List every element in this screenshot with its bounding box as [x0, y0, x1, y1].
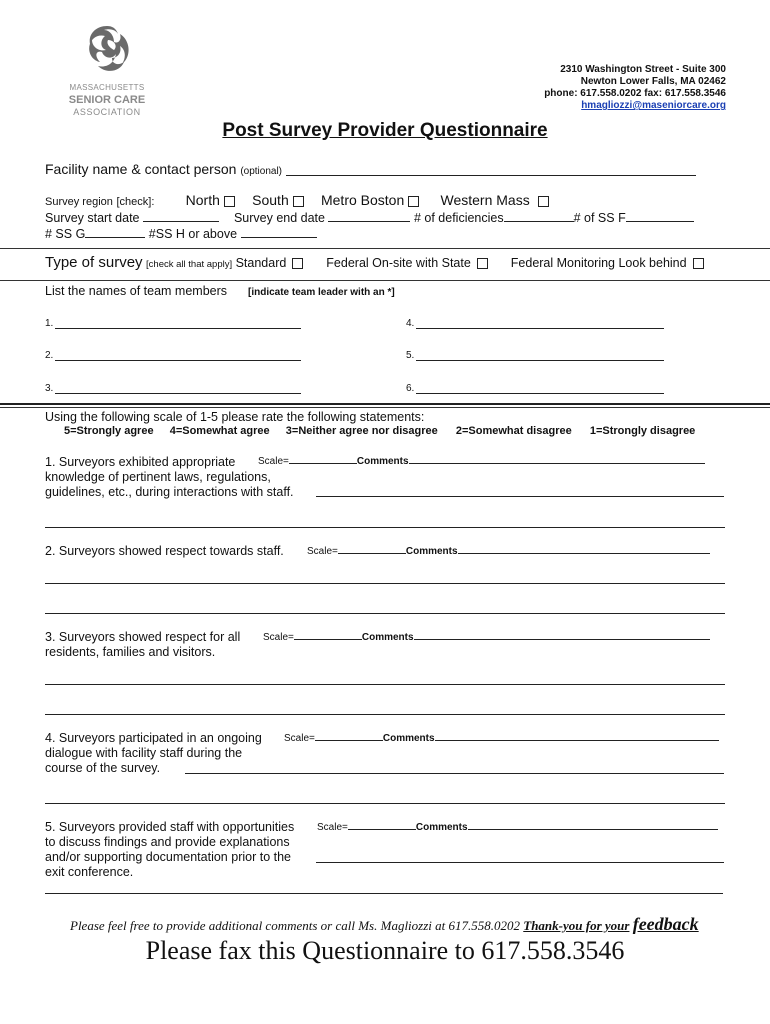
divider-1: [0, 248, 770, 249]
q4-comments-field[interactable]: [435, 740, 719, 741]
question-5: [45, 820, 294, 880]
address-line-2: Newton Lower Falls, MA 02462: [580, 76, 726, 87]
q1-comments-label: Comments: [356, 456, 409, 467]
team-field-3[interactable]: [55, 393, 301, 394]
region-label: Survey region: [45, 196, 113, 208]
q2-comments-field[interactable]: [458, 553, 710, 554]
question-3-line-2: residents, families and visitors.: [45, 645, 216, 659]
team-label: List the names of team members: [45, 284, 228, 298]
type-monitoring-checkbox[interactable]: [693, 258, 704, 269]
facility-field[interactable]: [286, 175, 696, 176]
region-western-checkbox[interactable]: [538, 196, 549, 207]
divider-3b: [0, 407, 770, 408]
team-field-6[interactable]: [416, 393, 664, 394]
facility-row: [45, 161, 282, 177]
end-date-label: Survey end date: [233, 211, 325, 225]
q3-comments-label: Comments: [361, 632, 414, 643]
q1-scale-field[interactable]: [289, 463, 357, 464]
type-monitoring-label: Federal Monitoring Look behind: [510, 256, 687, 270]
q1-comments-field[interactable]: [409, 463, 705, 464]
scale-intro: Using the following scale of 1-5 please rate the following statements:: [45, 410, 425, 424]
scale-1: 1=Strongly disagree: [589, 425, 696, 437]
logo-line-1: MASSACHUSETTS: [69, 83, 145, 92]
fax-instruction: Please fax this Questionnaire to 617.558.3546: [145, 936, 625, 965]
question-2-scale-row: [307, 546, 710, 557]
question-1-line-3: guidelines, etc., during interactions with staff.: [45, 485, 294, 499]
logo: [52, 22, 162, 118]
deficiencies-label: # of deficiencies: [413, 211, 504, 225]
type-standard-label: Standard: [235, 256, 287, 270]
question-3: [45, 630, 240, 660]
scale-5: 5=Strongly agree: [64, 425, 154, 437]
ssh-field[interactable]: [241, 237, 317, 238]
question-1-scale-row: [258, 456, 705, 467]
question-5-scale-row: [317, 822, 718, 833]
region-south-checkbox[interactable]: [293, 196, 304, 207]
q5-comments-label: Comments: [415, 822, 468, 833]
question-2-line-1: 2. Surveyors showed respect towards staff.: [45, 544, 284, 558]
question-5-line-3: and/or supporting documentation prior to the: [45, 850, 291, 864]
dates-row: [45, 211, 694, 225]
team-num-1: 1.: [45, 318, 54, 329]
scale-2: 2=Somewhat disagree: [455, 425, 572, 437]
ssh-label: #SS H or above: [148, 227, 238, 241]
question-3-scale-row: [263, 632, 710, 643]
type-federal-checkbox[interactable]: [477, 258, 488, 269]
team-num-4: 4.: [406, 318, 415, 329]
region-western-label: Western Mass: [440, 192, 530, 208]
q3-scale-label: Scale=: [263, 632, 294, 643]
type-row: [45, 254, 704, 271]
question-5-line-1: 5. Surveyors provided staff with opportunities: [45, 820, 295, 834]
q2-comments-label: Comments: [405, 546, 458, 557]
q5-scale-field[interactable]: [348, 829, 416, 830]
ssg-label: # SS G: [45, 227, 86, 241]
q3-scale-field[interactable]: [294, 639, 362, 640]
region-row: [45, 192, 549, 208]
start-date-field[interactable]: [143, 221, 219, 222]
question-1: [45, 455, 294, 500]
region-north-label: North: [185, 192, 220, 208]
question-5-line-2: to discuss findings and provide explanations: [45, 835, 290, 849]
team-field-2[interactable]: [55, 360, 301, 361]
team-row: [45, 284, 395, 298]
question-4-line-1: 4. Surveyors participated in an ongoing: [45, 731, 262, 745]
dates-row-2: [45, 227, 317, 241]
scale-4: 4=Somewhat agree: [169, 425, 270, 437]
q4-comment-line-3[interactable]: [45, 803, 725, 804]
type-federal-label: Federal On-site with State: [326, 256, 471, 270]
q3-comment-line-2[interactable]: [45, 684, 725, 685]
deficiencies-field[interactable]: [504, 221, 574, 222]
team-field-1[interactable]: [55, 328, 301, 329]
type-standard-checkbox[interactable]: [292, 258, 303, 269]
q5-comment-line-3[interactable]: [45, 893, 723, 894]
end-date-field[interactable]: [328, 221, 410, 222]
q3-comments-field[interactable]: [414, 639, 710, 640]
region-north-checkbox[interactable]: [224, 196, 235, 207]
question-3-line-1: 3. Surveyors showed respect for all: [45, 630, 241, 644]
logo-line-2: SENIOR CARE: [68, 94, 146, 106]
scale-legend: [64, 425, 695, 437]
q5-scale-label: Scale=: [317, 822, 348, 833]
q2-scale-label: Scale=: [307, 546, 338, 557]
question-4-line-2: dialogue with facility staff during the: [45, 746, 243, 760]
question-1-line-1: 1. Surveyors exhibited appropriate: [45, 455, 236, 469]
q1-comment-line-2[interactable]: [316, 496, 724, 497]
type-label: Type of survey: [45, 254, 143, 271]
q3-comment-line-3[interactable]: [45, 714, 725, 715]
footer-note-row: [70, 914, 699, 935]
ssg-field[interactable]: [85, 237, 145, 238]
ssf-field[interactable]: [626, 221, 694, 222]
region-metro-label: Metro Boston: [320, 192, 405, 208]
region-metro-checkbox[interactable]: [408, 196, 419, 207]
footer-feedback: feedback: [632, 914, 699, 934]
q1-scale-label: Scale=: [258, 456, 289, 467]
q4-comments-label: Comments: [382, 733, 435, 744]
q5-comment-line-2[interactable]: [316, 862, 724, 863]
q4-scale-field[interactable]: [315, 740, 383, 741]
team-num-2: 2.: [45, 350, 54, 361]
question-1-line-2: knowledge of pertinent laws, regulations,: [45, 470, 271, 484]
team-hint: [indicate team leader with an *]: [248, 287, 395, 298]
q2-scale-field[interactable]: [338, 553, 406, 554]
team-num-3: 3.: [45, 383, 54, 394]
question-2: [45, 544, 284, 559]
q5-comments-field[interactable]: [468, 829, 718, 830]
facility-label: Facility name & contact person: [45, 161, 237, 177]
team-num-6: 6.: [406, 383, 415, 394]
logo-line-3: ASSOCIATION: [73, 107, 141, 117]
divider-3: [0, 403, 770, 405]
footer-note: Please feel free to provide additional comments or call Ms. Magliozzi at 617.558.0202: [70, 918, 521, 933]
q2-comment-line-3[interactable]: [45, 613, 725, 614]
type-hint: [check all that apply]: [146, 259, 233, 270]
address-line-3: phone: 617.558.0202 fax: 617.558.3546: [544, 88, 726, 99]
question-5-line-4: exit conference.: [45, 865, 134, 879]
team-num-5: 5.: [406, 350, 415, 361]
team-field-4[interactable]: [416, 328, 664, 329]
q4-comment-line-2[interactable]: [185, 773, 724, 774]
logo-mark-icon: [78, 22, 136, 80]
facility-optional: (optional): [240, 166, 283, 177]
start-date-label: Survey start date: [45, 211, 140, 225]
scale-3: 3=Neither agree nor disagree: [285, 425, 438, 437]
footer-thanks: Thank-you for your: [523, 918, 630, 933]
region-south-label: South: [252, 192, 289, 208]
question-4-scale-row: [284, 733, 719, 744]
team-field-5[interactable]: [416, 360, 664, 361]
q2-comment-line-2[interactable]: [45, 583, 725, 584]
q1-comment-line-3[interactable]: [45, 527, 725, 528]
ssf-label: # of SS F: [573, 211, 626, 225]
email-link[interactable]: hmagliozzi@maseniorcare.org: [581, 100, 726, 111]
q4-scale-label: Scale=: [284, 733, 315, 744]
question-4-line-3: course of the survey.: [45, 761, 161, 775]
question-4: [45, 731, 262, 776]
address-line-1: 2310 Washington Street - Suite 300: [560, 64, 726, 75]
page-title: Post Survey Provider Questionnaire: [222, 120, 548, 141]
address-block: [544, 64, 726, 112]
region-hint: [check]:: [116, 196, 155, 208]
divider-2: [0, 280, 770, 281]
